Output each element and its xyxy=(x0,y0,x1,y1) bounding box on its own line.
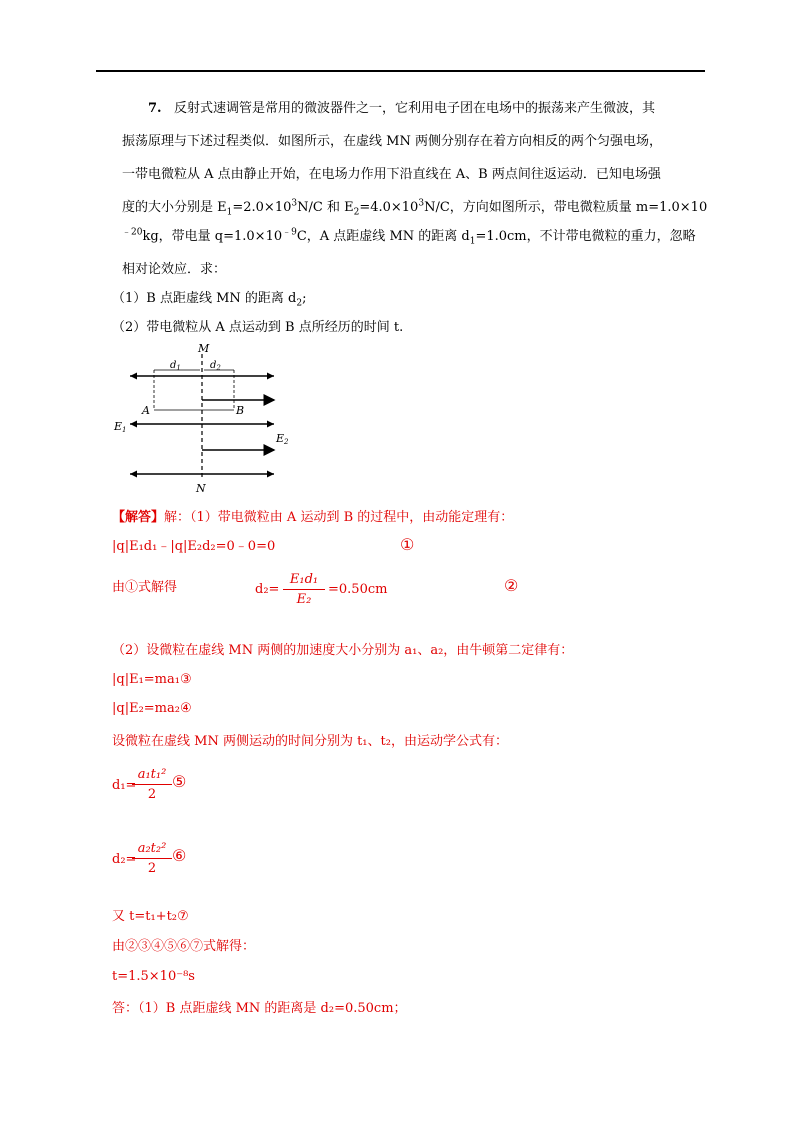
equation-4: |q|E₂=ma₂④ xyxy=(112,701,192,716)
d2-lhs: d₂= xyxy=(255,582,280,597)
circle-6: ⑥ xyxy=(172,846,187,865)
problem-line-3: 一带电微粒从 A 点由静止开始，在电场力作用下沿直线在 A、B 两点间往返运动．已知电场强 xyxy=(122,167,661,182)
equation-7: 又 t=t₁+t₂⑦ xyxy=(112,909,189,924)
question-2: （2）带电微粒从 A 点运动到 B 点所经历的时间 t. xyxy=(112,320,404,335)
fraction-6: a₂t₂² 2 xyxy=(132,841,172,876)
result: t=1.5×10⁻⁸s xyxy=(112,969,195,984)
problem-line-2: 振荡原理与下述过程类似．如图所示，在虚线 MN 两侧分别存在着方向相反的两个匀强电场， xyxy=(122,134,662,149)
fraction-5: a₁t₁² 2 xyxy=(132,767,172,802)
question-1: （1）B 点距虚线 MN 的距离 $d_2$; xyxy=(112,291,307,309)
answer-line: 答：（1）B 点距虚线 MN 的距离是 d₂=0.50cm； xyxy=(112,1001,407,1016)
problem-text-1: 反射式速调管是常用的微波器件之一，它利用电子团在电场中的振荡来产生微波，其 xyxy=(173,101,655,116)
solution-tag: 【解答】 xyxy=(112,510,165,525)
eq6-lhs: d₂= xyxy=(112,852,137,867)
equation-1: |q|E₁d₁﹣|q|E₂d₂=0﹣0=0 xyxy=(112,539,276,554)
problem-line-1 xyxy=(148,101,655,117)
fraction-d2: E₁d₁ E₂ xyxy=(283,572,325,607)
top-rule xyxy=(96,70,705,72)
circle-5: ⑤ xyxy=(172,772,187,791)
label-E1: E1 xyxy=(114,420,127,434)
problem-line-4: 度的大小分别是 $E_1=2.0\times 10^3N/C$ 和 $E_2=4.0\times 10^3N/C$，方向如图所示，带电微粒质量 m=1.0×10 xyxy=(122,198,708,218)
circle-1: ① xyxy=(400,535,415,554)
label-B: B xyxy=(236,404,245,417)
problem-line-6: 相对论效应．求： xyxy=(122,262,227,277)
solution-step-2: 由①式解得 xyxy=(112,580,178,595)
solution-intro: 【解答】解：（1）带电微粒由 A 运动到 B 的过程中，由动能定理有： xyxy=(112,510,514,525)
label-N: N xyxy=(196,482,206,495)
eq5-lhs: d₁= xyxy=(112,778,137,793)
solution-step-4: 设微粒在虚线 MN 两侧运动的时间分别为 t₁、t₂，由运动学公式有： xyxy=(112,734,508,749)
label-E2: E2 xyxy=(276,432,289,446)
label-d2: $d_2$ xyxy=(210,360,221,372)
problem-number: 7. xyxy=(148,101,162,116)
solution-step-5: 由②③④⑤⑥⑦式解得： xyxy=(112,939,256,954)
circle-2: ② xyxy=(504,576,519,595)
d2-value: =0.50cm xyxy=(328,582,388,597)
label-M: M xyxy=(198,342,210,355)
field-diagram xyxy=(110,340,310,500)
label-A: A xyxy=(142,404,150,417)
equation-3: |q|E₁=ma₁③ xyxy=(112,672,192,687)
label-d1: $d_1$ xyxy=(170,360,181,372)
solution-step-3: （2）设微粒在虚线 MN 两侧的加速度大小分别为 a₁、a₂，由牛顿第二定律有： xyxy=(112,643,574,658)
problem-line-5: $^{﹣20}$kg，带电量 $q=1.0\times 10^{﹣9}C$，A 点距虚线 MN 的距离 $d_1=1.0cm$，不计带电微粒的重力，忽略 xyxy=(122,227,696,247)
